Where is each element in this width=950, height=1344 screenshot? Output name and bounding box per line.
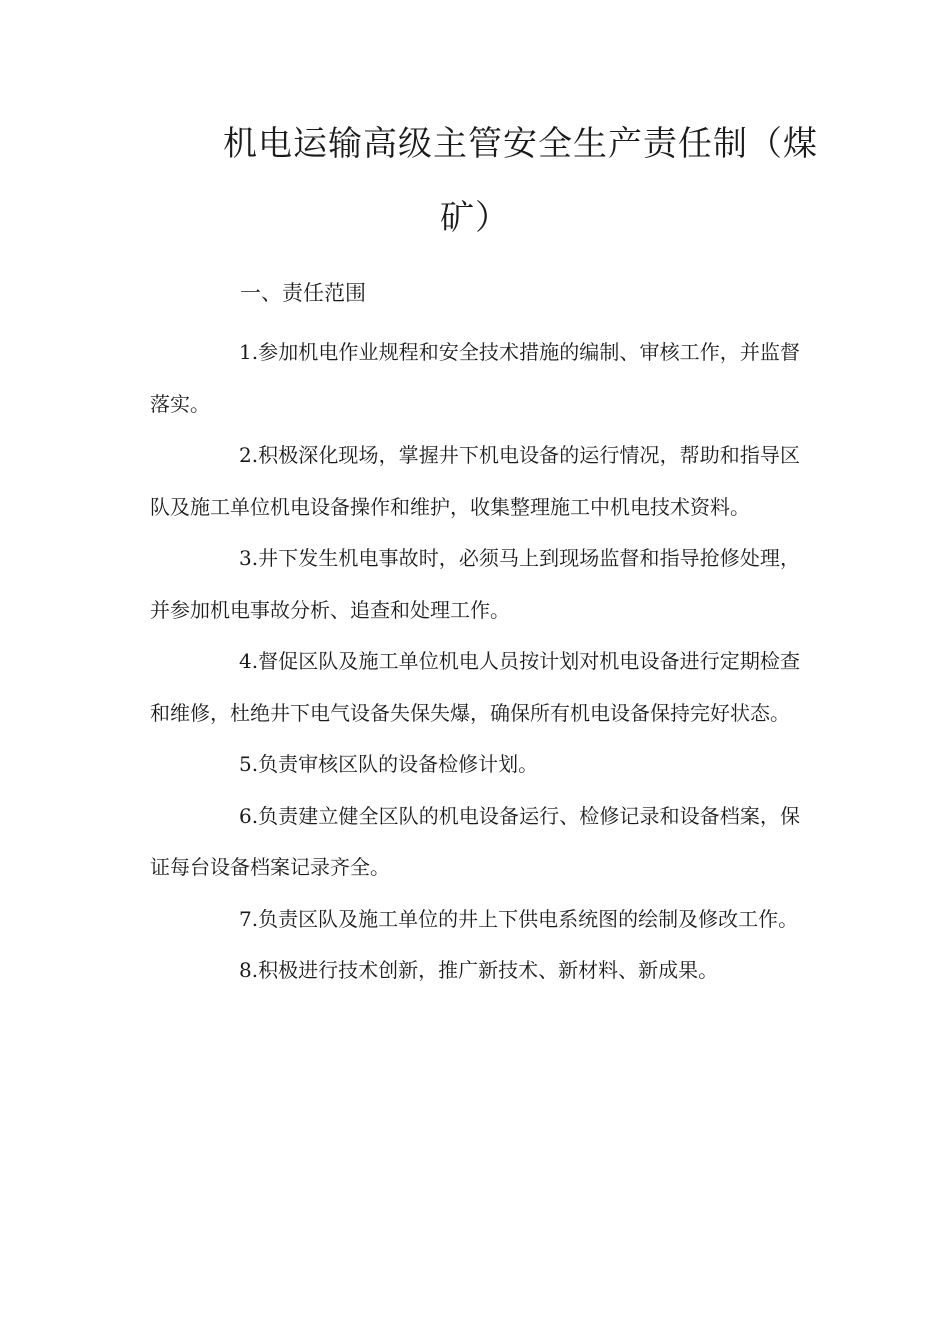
responsibility-item-5: 5.负责审核区队的设备检修计划。 (239, 752, 539, 776)
responsibility-item-7: 7.负责区队及施工单位的井上下供电系统图的绘制及修改工作。 (239, 906, 799, 931)
document-title-line-1: 机电运输高级主管安全生产责任制（煤 (223, 124, 818, 164)
responsibility-list (150, 327, 800, 997)
responsibility-item-1: 1.参加机电作业规程和安全技术措施的编制、审核工作，并监督落实。 (150, 340, 800, 416)
responsibility-item-8: 8.积极进行技术创新，推广新技术、新材料、新成果。 (239, 958, 719, 982)
responsibility-item-3: 3.井下发生机电事故时，必须马上到现场监督和指导抢修处理，并参加机电事故分析、追查和处理工作。 (150, 546, 800, 622)
responsibility-item-4: 4.督促区队及施工单位机电人员按计划对机电设备进行定期检查和维修，杜绝井下电气设备失保失爆，确保所有机电设备保持完好状态。 (150, 649, 800, 725)
section-heading: 一、责任范围 (240, 281, 366, 305)
responsibility-item-2: 2.积极深化现场，掌握井下机电设备的运行情况，帮助和指导区队及施工单位机电设备操作和维护，收集整理施工中机电技术资料。 (150, 443, 800, 519)
document-title-line-2: 矿） (440, 198, 510, 238)
responsibility-item-6: 6.负责建立健全区队的机电设备运行、检修记录和设备档案，保证每台设备档案记录齐全。 (150, 803, 800, 879)
